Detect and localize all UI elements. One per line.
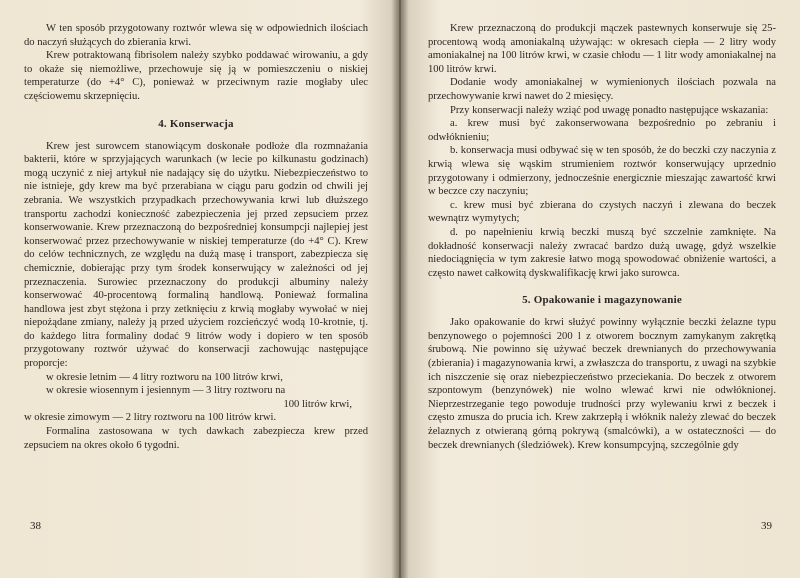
page-number: 39 (761, 520, 772, 532)
section-heading: 5. Opakowanie i magazynowanie (522, 294, 682, 307)
paragraph: Formalina zastosowana w tych dawkach zabezpiecza krew przed zepsuciem na okres około 6 tygodni. (24, 426, 368, 451)
list-item: c. krew musi być zbierana do czystych naczyń i zlewana do beczek wewnątrz wymytych; (428, 199, 776, 225)
paragraph: Krew jest surowcem stanowiącym doskonałe podłoże dla rozmnażania bakterii, które w sprzyjających warunkach (w lecie po kilkunastu godzinach) mogą uczynić z niej artykuł nie nadający się do użytku. Niebezpieczeństwo to nie istnieje, gdy krew ma być przerabiana w ciągu paru godzin od chwili jej zebrania. We wszystkich przypadkach przechowywania krwi lub dłuższego transportu zachodzi konieczność zabezpieczenia jej przed zepsuciem przez konserwowanie. Krew przeznaczoną do bezpośredniej konsumpcji najlepiej jest konserwować przez przechowywanie w niskiej temperaturze (do +4° C). Krew do celów technicznych, ze względu na dużą masę i transport, zabezpiecza się chemicznie, dobierając przy tym środek konserwujący w zależności od jej przeznaczenia. Surowiec przeznaczony do produkcji albuminy należy konserwować 40-procentową formaliną handlową. Ponieważ formalina handlowa jest zbyt stężona i przy zetknięciu z krwią mogłaby wywołać w niej niepożądane zmiany, należy ją przed użyciem rozcieńczyć wodą 10-krotnie, tj. do każdego litra formaliny dodać 9 litrów wody i dopiero w ten sposób przygotowany roztwór używać do konserwacji zachowując następujące proporcje: (24, 140, 368, 370)
paragraph: W ten sposób przygotowany roztwór wlewa się w odpowiednich ilościach do naczyń służących do zbierania krwi. (24, 23, 368, 48)
paragraph: Jako opakowanie do krwi służyć powinny wyłącznie beczki żelazne typu benzynowego o pojemności 200 l z otworem bocznym zamykanym zakrętką śrubową. Nie powinno się używać beczek drewnianych do przechowywania (zbierania) i magazynowania krwi, a zwłaszcza do transportu, z uwagi na szybkie ich niszczenie się oraz niebezpieczeństwo przeciekania. Do beczek z otworem szpontowym (benzynówek) nie wolno wlewać krwi nie odwłóknionej. Nieprzestrzeganie tego powoduje trudności przy wylewaniu krwi z beczek i często zmusza do prucia ich. Krew zakrzepłą i włóknik należy zlewać do beczek żelaznych z otwieraną górną pokrywą (smalcówki), a w ostateczności — do beczek drewnianych (śledziówek). Krew konsumpcyjną, szczególnie gdy (428, 317, 776, 451)
left-page (0, 0, 396, 578)
page-number: 38 (30, 520, 41, 532)
list-item: b. konserwacja musi odbywać się w ten sposób, że do beczki czy naczynia z krwią wlewa się wąskim strumieniem roztwór konserwujący uprzednio przygotowany i odmierzony, jednocześnie energicznie mieszając zawartość krwi w beczce czy naczyniu; (428, 145, 776, 198)
paragraph: Przy konserwacji należy wziąć pod uwagę ponadto następujące wskazania: (450, 104, 769, 116)
paragraph: Dodanie wody amoniakalnej w wymienionych ilościach pozwala na przechowywanie krwi nawet do 2 miesięcy. (428, 77, 776, 102)
section-heading: 4. Konserwacja (158, 117, 234, 130)
list-item: w okresie letnim — 4 litry roztworu na 100 litrów krwi, (46, 371, 283, 383)
paragraph: Krew przeznaczoną do produkcji mączek pastewnych konserwuje się 25-procentową wodą amoniakalną używając: w okresach ciepła — 2 litry wody amoniakalnej na 100 litrów krwi, w czasie chłodu — 1 litr wody amoniakalnej na 100 litrów krwi. (428, 23, 776, 75)
list-item: d. po napełnieniu krwią beczki muszą być szczelnie zamknięte. Na dokładność konserwacji należy zwracać bardzo dużą uwagę, gdyż wszelkie niedociągnięcia w tym zakresie łatwo mogą spowodować obniżenie wartości, a często nawet całkowitą dyskwalifikację krwi jako surowca. (428, 226, 776, 279)
list-item: w okresie zimowym — 2 litry roztworu na 100 litrów krwi. (24, 412, 277, 424)
paragraph: Krew potraktowaną fibrisolem należy szybko poddawać wirowaniu, a gdy to okaże się niemożliwe, przechowuje się ją w pomieszczeniu o niskiej temperaturze (do +4° C), ponieważ w przeciwnym razie mogłaby ulec częściowemu skrzepnięciu. (24, 50, 368, 102)
list-item-continuation: 100 litrów krwi, (283, 398, 352, 410)
right-page (404, 0, 800, 578)
list-item: w okresie wiosennym i jesiennym — 3 litry roztworu na (46, 385, 286, 397)
list-item: a. krew musi być zakonserwowana bezpośrednio po zebraniu i odwłóknieniu; (428, 118, 776, 143)
